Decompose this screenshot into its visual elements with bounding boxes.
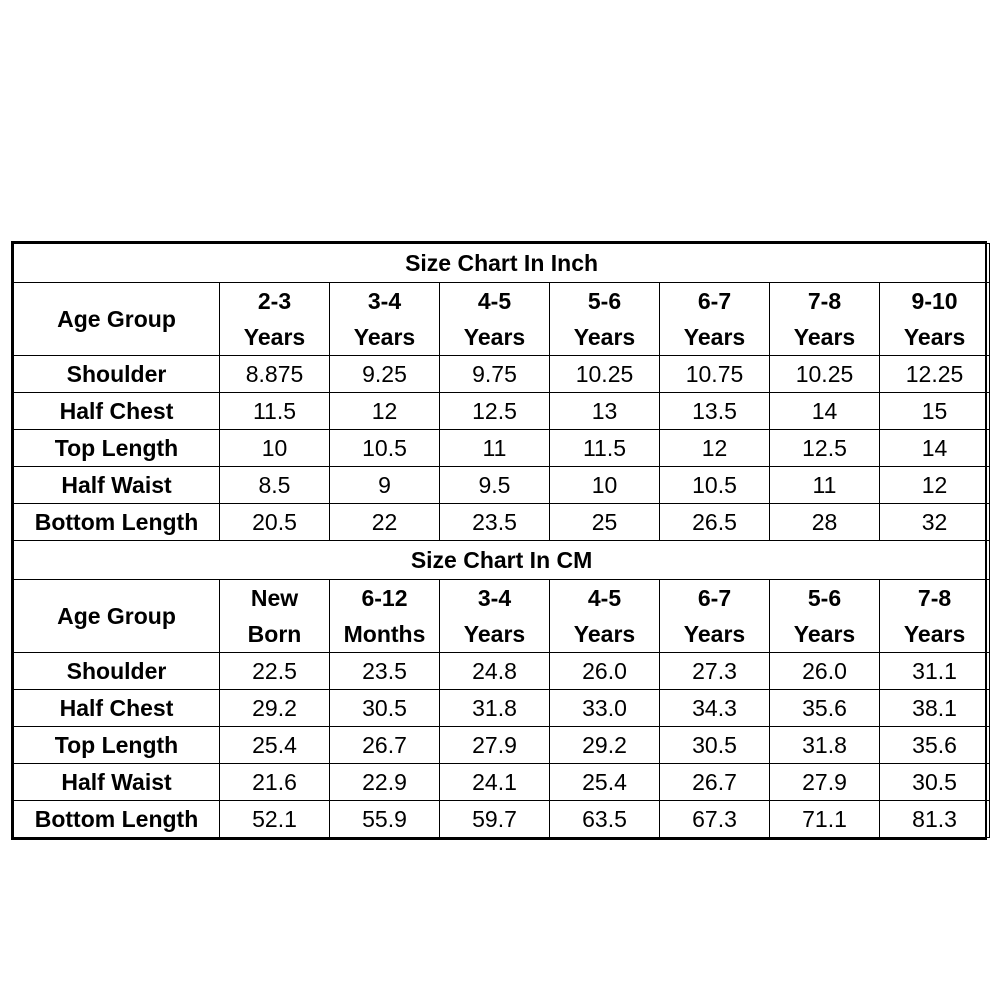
measurement-label: Top Length	[14, 430, 220, 467]
measurement-value: 31.8	[770, 727, 880, 764]
measurement-value: 34.3	[660, 690, 770, 727]
measurement-label: Bottom Length	[14, 801, 220, 838]
measurement-label: Bottom Length	[14, 504, 220, 541]
size-chart-body	[14, 244, 990, 838]
measurement-value: 71.1	[770, 801, 880, 838]
cm-age-column-header	[880, 580, 990, 653]
measurement-value: 26.0	[770, 653, 880, 690]
measurement-value: 52.1	[220, 801, 330, 838]
measurement-value: 11.5	[550, 430, 660, 467]
measurement-value: 55.9	[330, 801, 440, 838]
measurement-value: 38.1	[880, 690, 990, 727]
measurement-value: 20.5	[220, 504, 330, 541]
measurement-value: 12	[880, 467, 990, 504]
measurement-value: 9.75	[440, 356, 550, 393]
measurement-value: 81.3	[880, 801, 990, 838]
cm-chart-title: Size Chart In CM	[14, 541, 990, 580]
measurement-value: 22	[330, 504, 440, 541]
age-unit: Years	[683, 621, 746, 647]
measurement-value: 27.9	[770, 764, 880, 801]
measurement-value: 10	[550, 467, 660, 504]
measurement-value: 11	[770, 467, 880, 504]
measurement-value: 31.8	[440, 690, 550, 727]
cm-header-row	[14, 580, 990, 653]
age-unit: Years	[903, 621, 966, 647]
age-unit: Years	[463, 324, 526, 350]
measurement-label: Half Waist	[14, 467, 220, 504]
table-row	[14, 504, 990, 541]
inch-age-column-header	[880, 283, 990, 356]
measurement-value: 13	[550, 393, 660, 430]
size-chart-table	[13, 243, 990, 838]
measurement-value: 10.75	[660, 356, 770, 393]
measurement-value: 15	[880, 393, 990, 430]
age-range: 6-12	[361, 585, 408, 611]
measurement-value: 24.8	[440, 653, 550, 690]
measurement-label: Half Chest	[14, 690, 220, 727]
measurement-value: 25	[550, 504, 660, 541]
measurement-value: 12	[660, 430, 770, 467]
measurement-value: 10.5	[330, 430, 440, 467]
measurement-value: 30.5	[330, 690, 440, 727]
measurement-value: 12.25	[880, 356, 990, 393]
measurement-value: 12	[330, 393, 440, 430]
measurement-value: 12.5	[770, 430, 880, 467]
inch-age-column-header	[550, 283, 660, 356]
age-unit: Years	[353, 324, 416, 350]
measurement-value: 63.5	[550, 801, 660, 838]
age-range: 6-7	[697, 585, 732, 611]
measurement-value: 26.0	[550, 653, 660, 690]
measurement-value: 8.875	[220, 356, 330, 393]
age-unit: Years	[793, 324, 856, 350]
age-range: New	[250, 585, 299, 611]
measurement-label: Top Length	[14, 727, 220, 764]
measurement-value: 29.2	[220, 690, 330, 727]
inch-age-column-header	[330, 283, 440, 356]
age-range: 7-8	[917, 585, 952, 611]
size-chart	[11, 241, 987, 840]
cm-age-column-header	[770, 580, 880, 653]
cm-title-row	[14, 541, 990, 580]
measurement-value: 12.5	[440, 393, 550, 430]
age-unit: Years	[243, 324, 306, 350]
age-range: 7-8	[807, 288, 842, 314]
measurement-value: 67.3	[660, 801, 770, 838]
inch-title-row	[14, 244, 990, 283]
age-unit: Years	[683, 324, 746, 350]
inch-chart-title: Size Chart In Inch	[14, 244, 990, 283]
measurement-value: 14	[880, 430, 990, 467]
age-unit: Years	[903, 324, 966, 350]
cm-age-column-header	[440, 580, 550, 653]
measurement-value: 26.5	[660, 504, 770, 541]
measurement-value: 27.9	[440, 727, 550, 764]
age-unit: Years	[793, 621, 856, 647]
table-row	[14, 467, 990, 504]
table-row	[14, 690, 990, 727]
measurement-value: 23.5	[440, 504, 550, 541]
table-row	[14, 764, 990, 801]
measurement-label: Half Chest	[14, 393, 220, 430]
measurement-value: 28	[770, 504, 880, 541]
measurement-value: 30.5	[880, 764, 990, 801]
cm-age-column-header	[220, 580, 330, 653]
measurement-value: 10.25	[770, 356, 880, 393]
inch-header-row	[14, 283, 990, 356]
age-unit: Born	[247, 621, 302, 647]
age-range: 3-4	[477, 585, 512, 611]
table-row	[14, 393, 990, 430]
age-unit: Months	[343, 621, 426, 647]
measurement-value: 9.25	[330, 356, 440, 393]
measurement-value: 35.6	[880, 727, 990, 764]
table-row	[14, 727, 990, 764]
measurement-label: Shoulder	[14, 356, 220, 393]
measurement-value: 35.6	[770, 690, 880, 727]
measurement-value: 29.2	[550, 727, 660, 764]
age-range: 4-5	[477, 288, 512, 314]
inch-age-group-label: Age Group	[14, 283, 220, 356]
cm-age-column-header	[330, 580, 440, 653]
measurement-value: 31.1	[880, 653, 990, 690]
cm-age-group-label: Age Group	[14, 580, 220, 653]
table-row	[14, 430, 990, 467]
age-range: 9-10	[911, 288, 958, 314]
table-row	[14, 801, 990, 838]
inch-age-column-header	[770, 283, 880, 356]
age-range: 2-3	[257, 288, 292, 314]
inch-age-column-header	[220, 283, 330, 356]
measurement-value: 9	[330, 467, 440, 504]
cm-age-column-header	[550, 580, 660, 653]
age-range: 4-5	[587, 585, 622, 611]
measurement-label: Half Waist	[14, 764, 220, 801]
measurement-value: 8.5	[220, 467, 330, 504]
measurement-value: 11	[440, 430, 550, 467]
measurement-value: 59.7	[440, 801, 550, 838]
age-unit: Years	[463, 621, 526, 647]
measurement-value: 10.5	[660, 467, 770, 504]
inch-age-column-header	[660, 283, 770, 356]
cm-age-column-header	[660, 580, 770, 653]
age-range: 5-6	[807, 585, 842, 611]
measurement-value: 25.4	[550, 764, 660, 801]
measurement-value: 26.7	[330, 727, 440, 764]
table-row	[14, 653, 990, 690]
measurement-value: 27.3	[660, 653, 770, 690]
measurement-label: Shoulder	[14, 653, 220, 690]
age-range: 5-6	[587, 288, 622, 314]
measurement-value: 14	[770, 393, 880, 430]
measurement-value: 9.5	[440, 467, 550, 504]
measurement-value: 23.5	[330, 653, 440, 690]
measurement-value: 22.5	[220, 653, 330, 690]
measurement-value: 33.0	[550, 690, 660, 727]
age-range: 6-7	[697, 288, 732, 314]
measurement-value: 11.5	[220, 393, 330, 430]
measurement-value: 32	[880, 504, 990, 541]
table-row	[14, 356, 990, 393]
measurement-value: 13.5	[660, 393, 770, 430]
age-unit: Years	[573, 621, 636, 647]
measurement-value: 24.1	[440, 764, 550, 801]
measurement-value: 21.6	[220, 764, 330, 801]
inch-age-column-header	[440, 283, 550, 356]
measurement-value: 10	[220, 430, 330, 467]
age-range: 3-4	[367, 288, 402, 314]
age-unit: Years	[573, 324, 636, 350]
measurement-value: 30.5	[660, 727, 770, 764]
measurement-value: 22.9	[330, 764, 440, 801]
measurement-value: 10.25	[550, 356, 660, 393]
measurement-value: 25.4	[220, 727, 330, 764]
measurement-value: 26.7	[660, 764, 770, 801]
